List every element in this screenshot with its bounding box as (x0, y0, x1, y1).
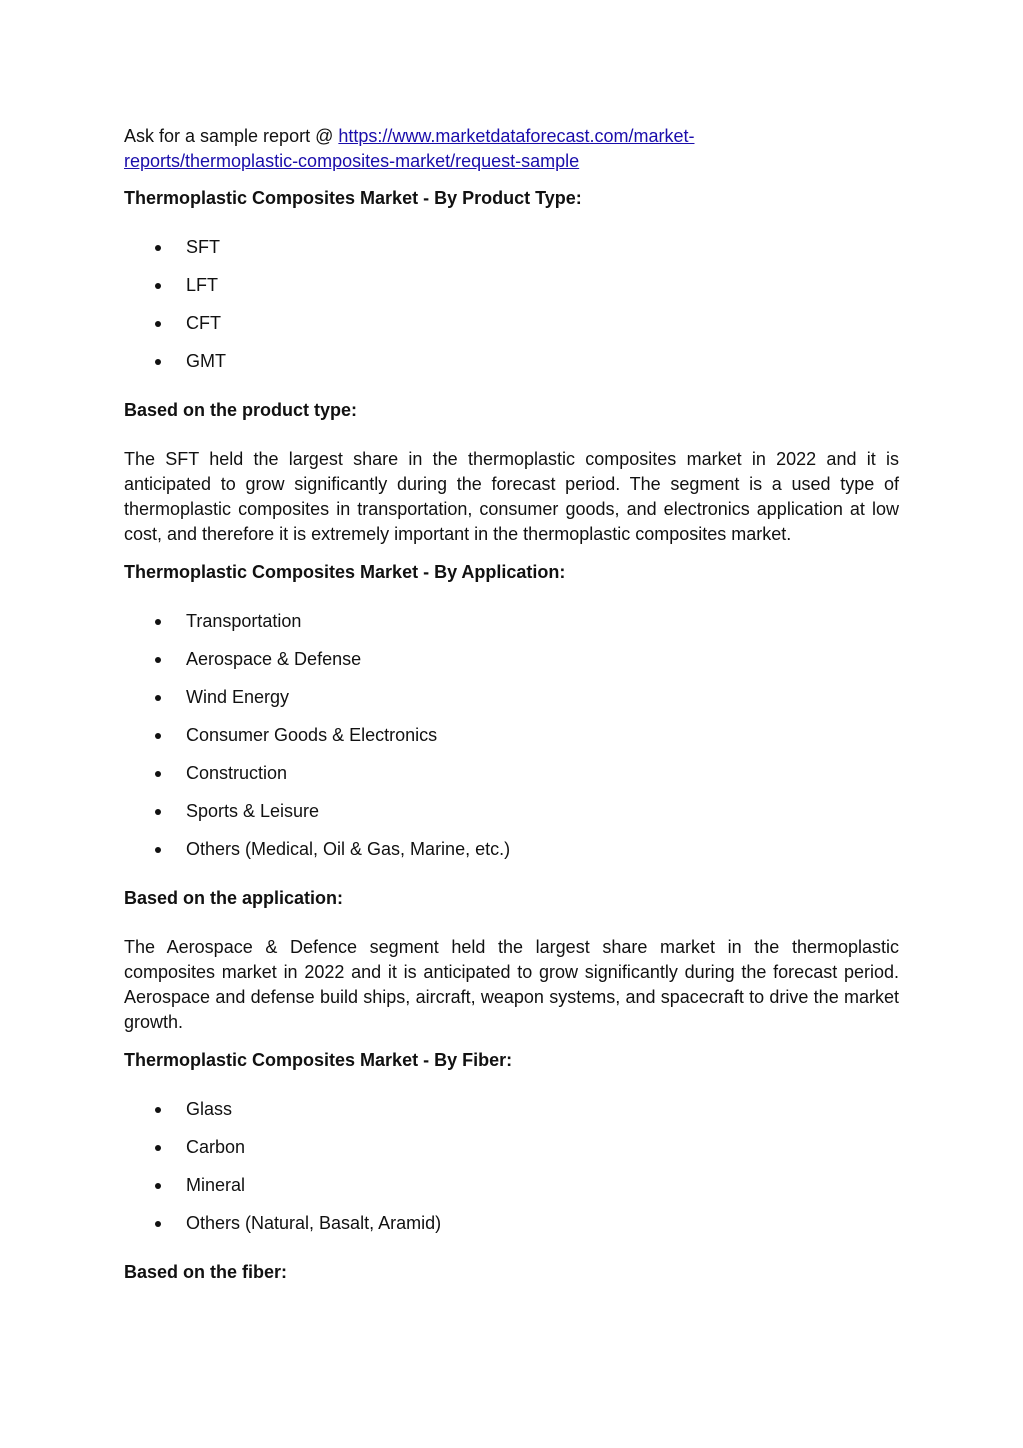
application-summary: The Aerospace & Defence segment held the largest share market in the thermoplastic composites market in 2022 and it is anticipated to grow significantly during the forecast period. Aerospace and defense build ships, aircraft, weapon systems, and spacecraft to drive the market growth. (124, 937, 899, 1032)
sample-report-link-line1[interactable]: https://www.marketdataforecast.com/market- (338, 126, 695, 146)
bullet-icon (155, 809, 161, 815)
list-item-label: Construction (186, 763, 288, 783)
list-item-label: LFT (186, 275, 219, 295)
bullet-icon (155, 657, 161, 663)
list-item-label: Others (Natural, Basalt, Aramid) (186, 1213, 442, 1233)
list-item (124, 349, 899, 387)
intro-prefix: Ask for a sample report @ (124, 126, 339, 146)
list-item (124, 1173, 899, 1211)
fiber-summary-heading: Based on the fiber: (124, 1262, 288, 1282)
list-item-label: CFT (186, 313, 221, 333)
list-item (124, 311, 899, 349)
list-item-label: Sports & Leisure (186, 801, 320, 821)
list-item-label: Aerospace & Defense (186, 649, 362, 669)
list-item (124, 1097, 899, 1135)
bullet-icon (155, 733, 161, 739)
list-item (124, 723, 899, 761)
list-item (124, 1135, 899, 1173)
list-item (124, 799, 899, 837)
document-page (124, 124, 899, 1285)
product-type-summary-heading: Based on the product type: (124, 400, 358, 420)
list-item-label: Glass (186, 1099, 233, 1119)
product-type-list (124, 235, 899, 387)
list-item-label: GMT (186, 351, 226, 371)
list-item (124, 1211, 899, 1249)
bullet-icon (155, 1145, 161, 1151)
product-type-heading: Thermoplastic Composites Market - By Product Type: (124, 188, 582, 208)
application-summary-heading: Based on the application: (124, 888, 344, 908)
list-item (124, 761, 899, 799)
bullet-icon (155, 847, 161, 853)
bullet-icon (155, 321, 161, 327)
application-heading: Thermoplastic Composites Market - By Application: (124, 562, 566, 582)
bullet-icon (155, 619, 161, 625)
bullet-icon (155, 771, 161, 777)
bullet-icon (155, 359, 161, 365)
list-item-label: Carbon (186, 1137, 246, 1157)
bullet-icon (155, 245, 161, 251)
bullet-icon (155, 1221, 161, 1227)
application-list (124, 609, 899, 875)
fiber-heading: Thermoplastic Composites Market - By Fiber: (124, 1050, 513, 1070)
sample-report-link-line2[interactable]: reports/thermoplastic-composites-market/request-sample (124, 151, 580, 171)
bullet-icon (155, 1183, 161, 1189)
fiber-list (124, 1097, 899, 1249)
list-item (124, 273, 899, 311)
list-item-label: Others (Medical, Oil & Gas, Marine, etc.) (186, 839, 511, 859)
list-item-label: SFT (186, 237, 220, 257)
bullet-icon (155, 1107, 161, 1113)
list-item-label: Wind Energy (186, 687, 290, 707)
bullet-icon (155, 283, 161, 289)
list-item (124, 685, 899, 723)
list-item (124, 837, 899, 875)
list-item-label: Consumer Goods & Electronics (186, 725, 438, 745)
list-item-label: Transportation (186, 611, 302, 631)
list-item-label: Mineral (186, 1175, 246, 1195)
list-item (124, 647, 899, 685)
product-type-summary: The SFT held the largest share in the thermoplastic composites market in 2022 and it is anticipated to grow significantly during the forecast period. The segment is a used type of thermoplastic composites in transportation, consumer goods, and electronics application at low cost, and therefore it is extremely important in the thermoplastic composites market. (124, 449, 899, 544)
list-item (124, 609, 899, 647)
sample-report-intro (124, 124, 899, 174)
list-item (124, 235, 899, 273)
bullet-icon (155, 695, 161, 701)
